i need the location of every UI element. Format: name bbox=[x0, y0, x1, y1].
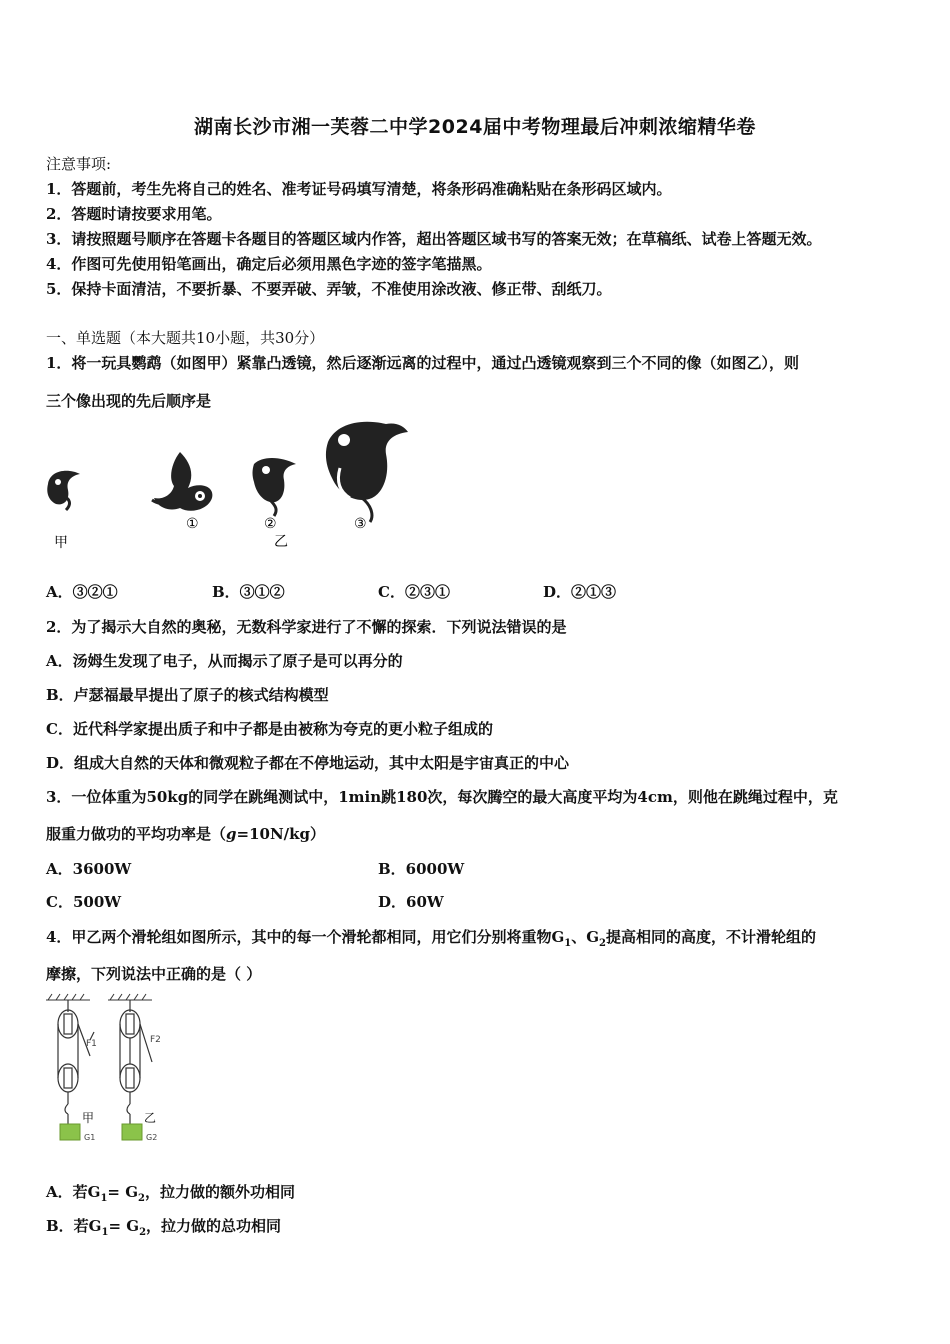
q4-option-a[interactable] bbox=[46, 1181, 295, 1204]
q4-sub: 1 bbox=[564, 938, 572, 949]
opt-text: ，拉力做的额外功相同 bbox=[145, 1183, 296, 1201]
q4-pulley-figure bbox=[40, 992, 180, 1152]
opt-text: ，拉力做的总功相同 bbox=[146, 1217, 282, 1235]
q1-option-b[interactable]: B．③①② bbox=[212, 583, 285, 601]
q3-stem-cont bbox=[46, 823, 325, 844]
notes-item: 3．请按照题号顺序在答题卡各题目的答题区域内作答，超出答题区域书写的答案无效；在草稿纸、试卷上答题无效。 bbox=[46, 230, 822, 248]
q1-parrot-figure bbox=[40, 412, 420, 557]
weight-g2 bbox=[122, 1124, 142, 1140]
q3-option-c[interactable]: C．500W bbox=[46, 893, 122, 911]
q1-option-c[interactable]: C．②③① bbox=[378, 583, 450, 601]
label-g1: G1 bbox=[84, 1133, 96, 1142]
opt-sub: 1 bbox=[100, 1193, 108, 1204]
q3-stem: 3．一位体重为50kg的同学在跳绳测试中，1min跳180次，每次腾空的最大高度平均为4cm，则他在跳绳过程中，克 bbox=[46, 788, 838, 806]
notes-item: 5．保持卡面清洁，不要折暴、不要弄破、弄皱，不准使用涂改液、修正带、刮纸刀。 bbox=[46, 280, 612, 298]
notes-heading: 注意事项: bbox=[46, 155, 112, 173]
q1-option-a[interactable]: A．③②① bbox=[46, 583, 118, 601]
q1-stem-cont: 三个像出现的先后顺序是 bbox=[46, 392, 212, 410]
q4-stem-cont: 摩擦，下列说法中正确的是（ ） bbox=[46, 965, 262, 983]
opt-text: = G bbox=[108, 1217, 140, 1235]
opt-text: A．若G bbox=[46, 1183, 101, 1201]
q4-text: 提高相同的高度，不计滑轮组的 bbox=[606, 928, 817, 946]
parrot-image-1 bbox=[152, 452, 212, 511]
label-g2: G2 bbox=[146, 1133, 158, 1142]
q2-stem: 2．为了揭示大自然的奥秘，无数科学家进行了不懈的探索．下列说法错误的是 bbox=[46, 618, 567, 636]
q4-text: 、G bbox=[571, 928, 600, 946]
label-yi: 乙 bbox=[274, 534, 288, 550]
q2-option-c[interactable]: C．近代科学家提出质子和中子都是由被称为夸克的更小粒子组成的 bbox=[46, 720, 493, 738]
page-title: 湖南长沙市湘一芙蓉二中学2024届中考物理最后冲刺浓缩精华卷 bbox=[194, 116, 756, 138]
label-f1: F1 bbox=[86, 1039, 97, 1049]
q4-text: 4．甲乙两个滑轮组如图所示，其中的每一个滑轮都相同，用它们分别将重物G bbox=[46, 928, 565, 946]
q3-option-a[interactable]: A．3600W bbox=[46, 860, 132, 878]
label-yi: 乙 bbox=[144, 1111, 157, 1125]
ceiling-left bbox=[46, 994, 90, 1000]
q2-option-b[interactable]: B．卢瑟福最早提出了原子的核式结构模型 bbox=[46, 686, 329, 704]
label-jia: 甲 bbox=[82, 1111, 95, 1125]
pulley-system-yi bbox=[120, 1000, 152, 1124]
q1-stem: 1．将一玩具鹦鹉（如图甲）紧靠凸透镜，然后逐渐远离的过程中，通过凸透镜观察到三个不同的像（如图乙），则 bbox=[46, 354, 799, 372]
parrot-original bbox=[47, 471, 80, 510]
opt-text: = G bbox=[107, 1183, 139, 1201]
label-n3: ③ bbox=[354, 516, 367, 532]
weight-g1 bbox=[60, 1124, 80, 1140]
parrot-image-2 bbox=[253, 458, 297, 516]
notes-item: 4．作图可先使用铅笔画出，确定后必须用黑色字迹的签字笔描黑。 bbox=[46, 255, 492, 273]
opt-sub: 2 bbox=[138, 1193, 145, 1204]
q4-stem bbox=[46, 926, 816, 949]
label-n1: ① bbox=[186, 516, 199, 532]
q4-sub: 2 bbox=[599, 938, 607, 949]
q3-g: g bbox=[226, 825, 237, 843]
opt-sub: 2 bbox=[139, 1227, 147, 1238]
q1-option-d[interactable]: D．②①③ bbox=[543, 583, 617, 601]
q2-option-a[interactable]: A．汤姆生发现了电子，从而揭示了原子是可以再分的 bbox=[46, 652, 403, 670]
q3-option-d[interactable]: D．60W bbox=[378, 893, 444, 911]
q3-option-b[interactable]: B．6000W bbox=[378, 860, 465, 878]
opt-text: B．若G bbox=[46, 1217, 102, 1235]
label-jia: 甲 bbox=[54, 535, 68, 551]
q3-text-b: =10N/kg） bbox=[236, 825, 326, 843]
label-f2: F2 bbox=[150, 1035, 161, 1045]
ceiling-right bbox=[108, 994, 152, 1000]
section-heading: 一、单选题（本大题共10小题，共30分） bbox=[46, 329, 325, 347]
q4-option-b[interactable] bbox=[46, 1215, 281, 1238]
pulley-system-jia bbox=[58, 1000, 94, 1124]
notes-item: 1．答题前，考生先将自己的姓名、准考证号码填写清楚，将条形码准确粘贴在条形码区域内。 bbox=[46, 180, 672, 198]
label-n2: ② bbox=[264, 516, 277, 532]
parrot-image-3 bbox=[326, 422, 408, 522]
notes-item: 2．答题时请按要求用笔。 bbox=[46, 205, 222, 223]
opt-sub: 1 bbox=[101, 1227, 109, 1238]
q2-option-d[interactable]: D．组成大自然的天体和微观粒子都在不停地运动，其中太阳是宇宙真正的中心 bbox=[46, 754, 570, 772]
q3-text-a: 服重力做功的平均功率是（ bbox=[46, 825, 227, 843]
